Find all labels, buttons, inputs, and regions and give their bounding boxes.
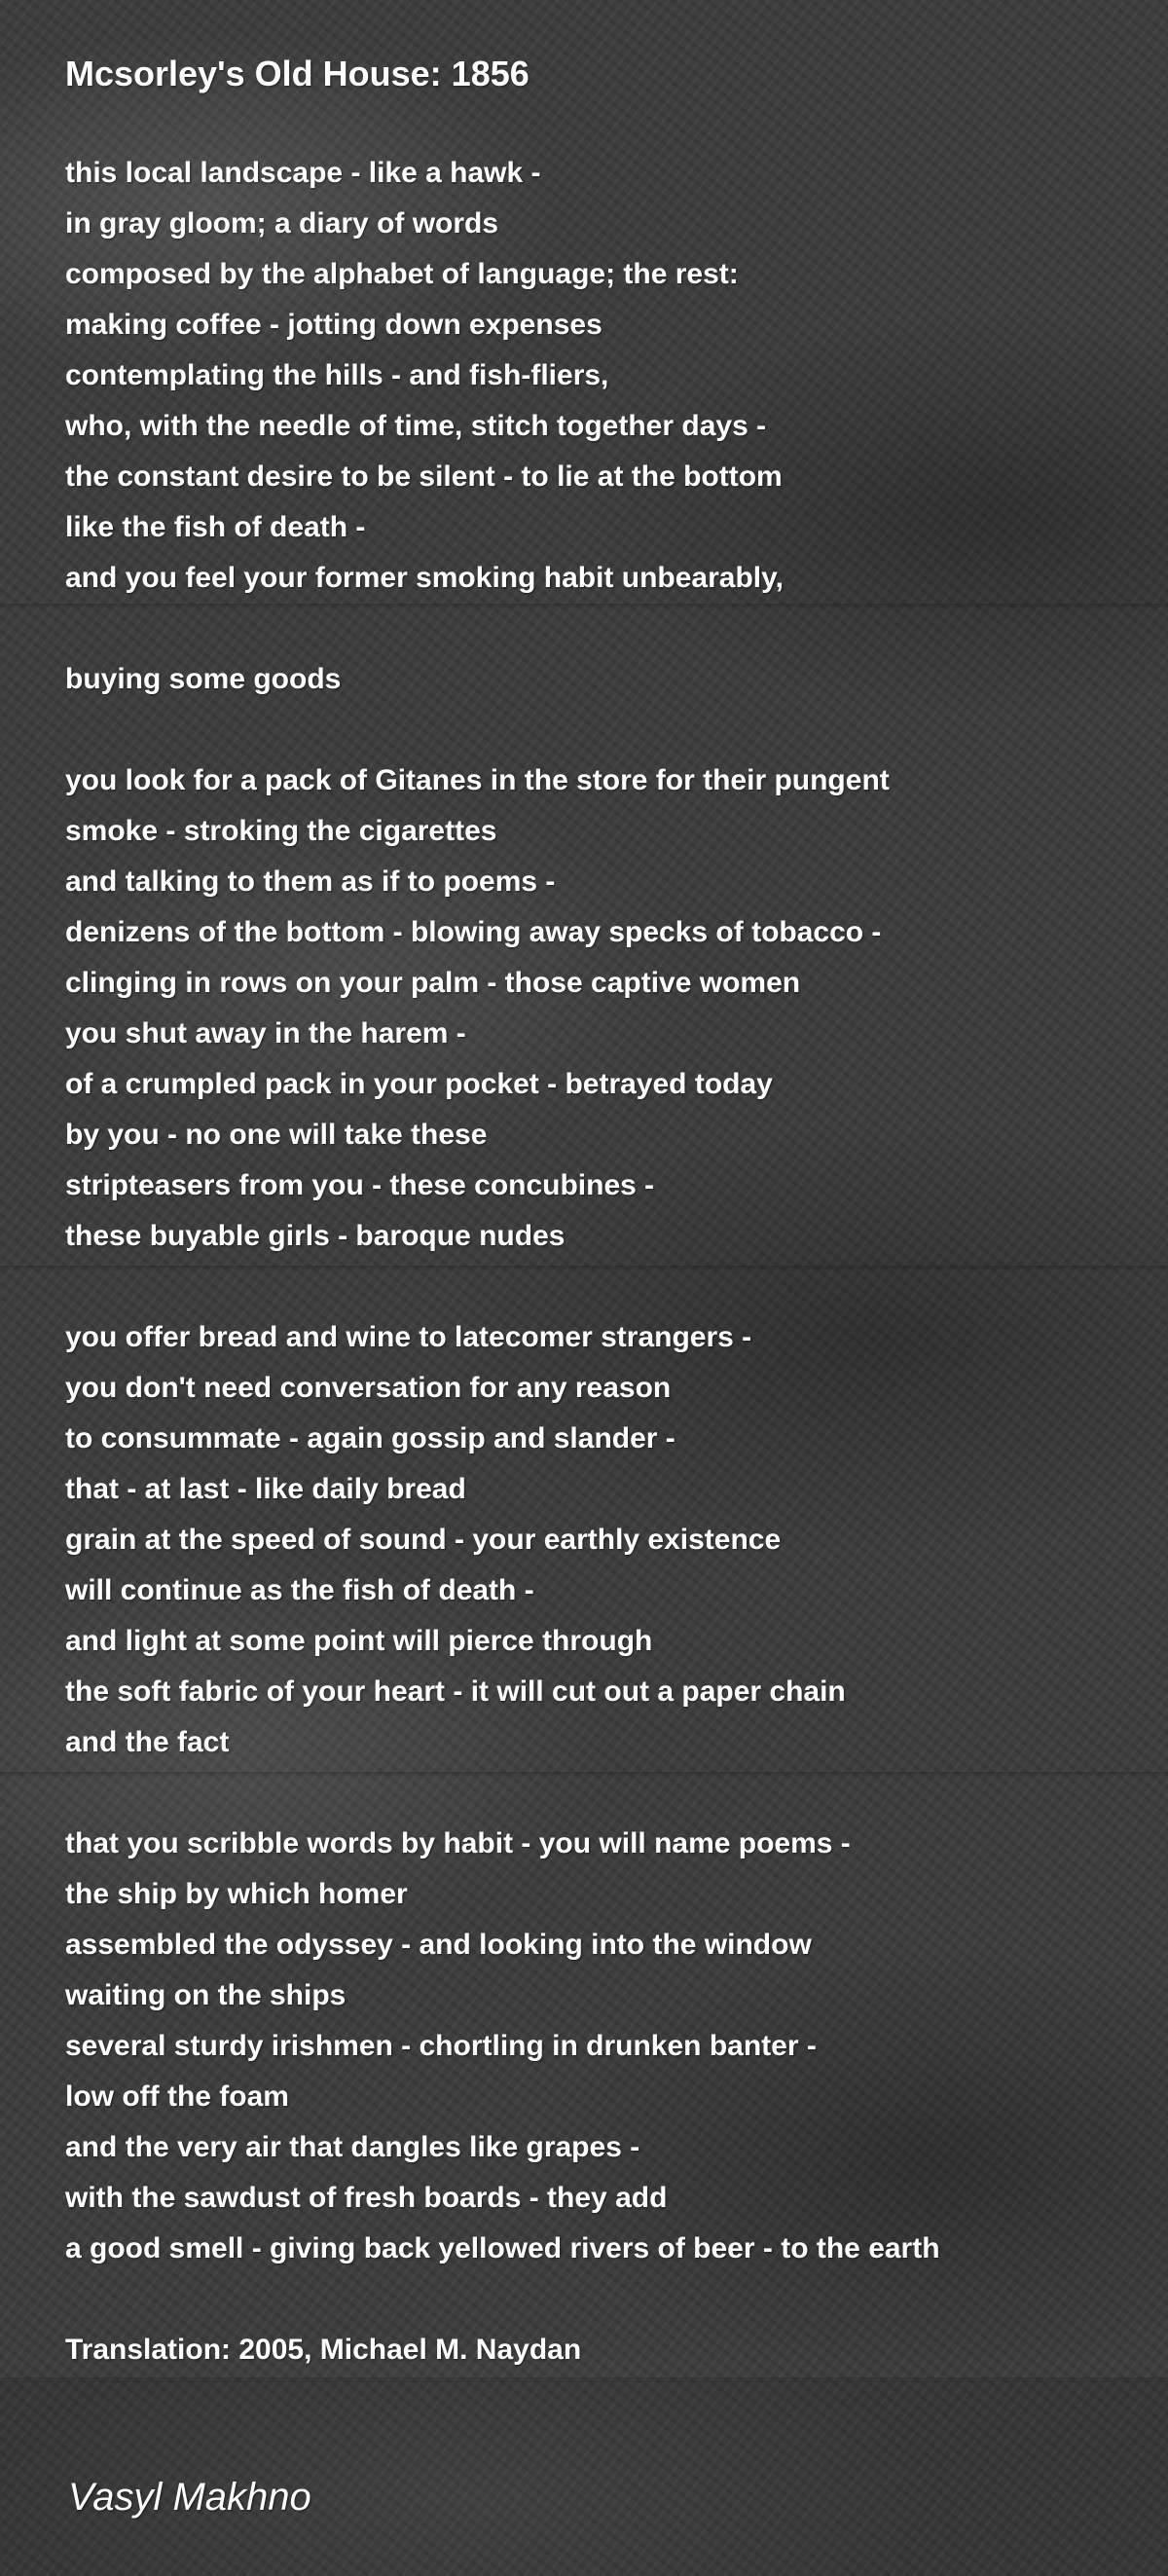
poem-line: and light at some point will pierce through bbox=[65, 1625, 653, 1657]
poem-container bbox=[65, 49, 1146, 2375]
poem-line: making coffee - jotting down expenses bbox=[65, 309, 602, 341]
poem-line: in gray gloom; a diary of words bbox=[65, 207, 499, 239]
poem-line: and you feel your former smoking habit unbearably, bbox=[65, 562, 784, 594]
poem-line: of a crumpled pack in your pocket - betrayed today bbox=[65, 1068, 773, 1100]
poem-line: you offer bread and wine to latecomer strangers - bbox=[65, 1321, 752, 1353]
poem-line: denizens of the bottom - blowing away specks of tobacco - bbox=[65, 916, 882, 948]
poem-line: assembled the odyssey - and looking into the window bbox=[65, 1929, 812, 1961]
poem-line: by you - no one will take these bbox=[65, 1119, 488, 1151]
stanza-3 bbox=[65, 755, 1146, 1262]
poem-line: buying some goods bbox=[65, 663, 342, 695]
poem-line: these buyable girls - baroque nudes bbox=[65, 1220, 566, 1252]
poem-line: to consummate - again gossip and slander - bbox=[65, 1422, 675, 1454]
poem-line: stripteasers from you - these concubines - bbox=[65, 1169, 655, 1201]
poem-line: a good smell - giving back yellowed rivers of beer - to the earth bbox=[65, 2232, 940, 2264]
poem-line: waiting on the ships bbox=[65, 1979, 347, 2011]
poem-line: you shut away in the harem - bbox=[65, 1017, 466, 1049]
poem-line: and talking to them as if to poems - bbox=[65, 865, 556, 898]
poem-line: the soft fabric of your heart - it will cut out a paper chain bbox=[65, 1675, 846, 1708]
stanza-4 bbox=[65, 1312, 1146, 1768]
poem-line: this local landscape - like a hawk - bbox=[65, 157, 541, 189]
poem-line: and the very air that dangles like grapes - bbox=[65, 2131, 640, 2163]
poem-line: you look for a pack of Gitanes in the store for their pungent bbox=[65, 764, 890, 796]
poem-line: several sturdy irishmen - chortling in drunken banter - bbox=[65, 2030, 817, 2062]
poem-line: you don't need conversation for any reason bbox=[65, 1372, 672, 1404]
author-name: Vasyl Makhno bbox=[68, 2476, 311, 2519]
poem-line: the constant desire to be silent - to lie at the bottom bbox=[65, 460, 783, 493]
poem-line: and the fact bbox=[65, 1726, 230, 1758]
stanza-1 bbox=[65, 148, 1146, 604]
translation-credit: Translation: 2005, Michael M. Naydan bbox=[65, 2334, 582, 2366]
poem-line: that you scribble words by habit - you will name poems - bbox=[65, 1827, 851, 1859]
poem-line: grain at the speed of sound - your earthly existence bbox=[65, 1524, 782, 1556]
poem-line: clinging in rows on your palm - those captive women bbox=[65, 967, 801, 999]
poem-title: Mcsorley's Old House: 1856 bbox=[65, 54, 529, 93]
poem-line: smoke - stroking the cigarettes bbox=[65, 815, 497, 847]
poem-line: who, with the needle of time, stitch together days - bbox=[65, 410, 767, 442]
poem-line: contemplating the hills - and fish-fliers, bbox=[65, 359, 609, 391]
poem-line: that - at last - like daily bread bbox=[65, 1473, 466, 1505]
poem-line: like the fish of death - bbox=[65, 511, 366, 543]
poem-line: the ship by which homer bbox=[65, 1878, 408, 1910]
poem-line: will continue as the fish of death - bbox=[65, 1574, 534, 1606]
poem-line: composed by the alphabet of language; the rest: bbox=[65, 258, 739, 290]
stanza-5 bbox=[65, 1819, 1146, 2274]
stanza-2 bbox=[65, 654, 1146, 705]
poem-line: low off the foam bbox=[65, 2080, 289, 2113]
poem-line: with the sawdust of fresh boards - they add bbox=[65, 2182, 668, 2214]
